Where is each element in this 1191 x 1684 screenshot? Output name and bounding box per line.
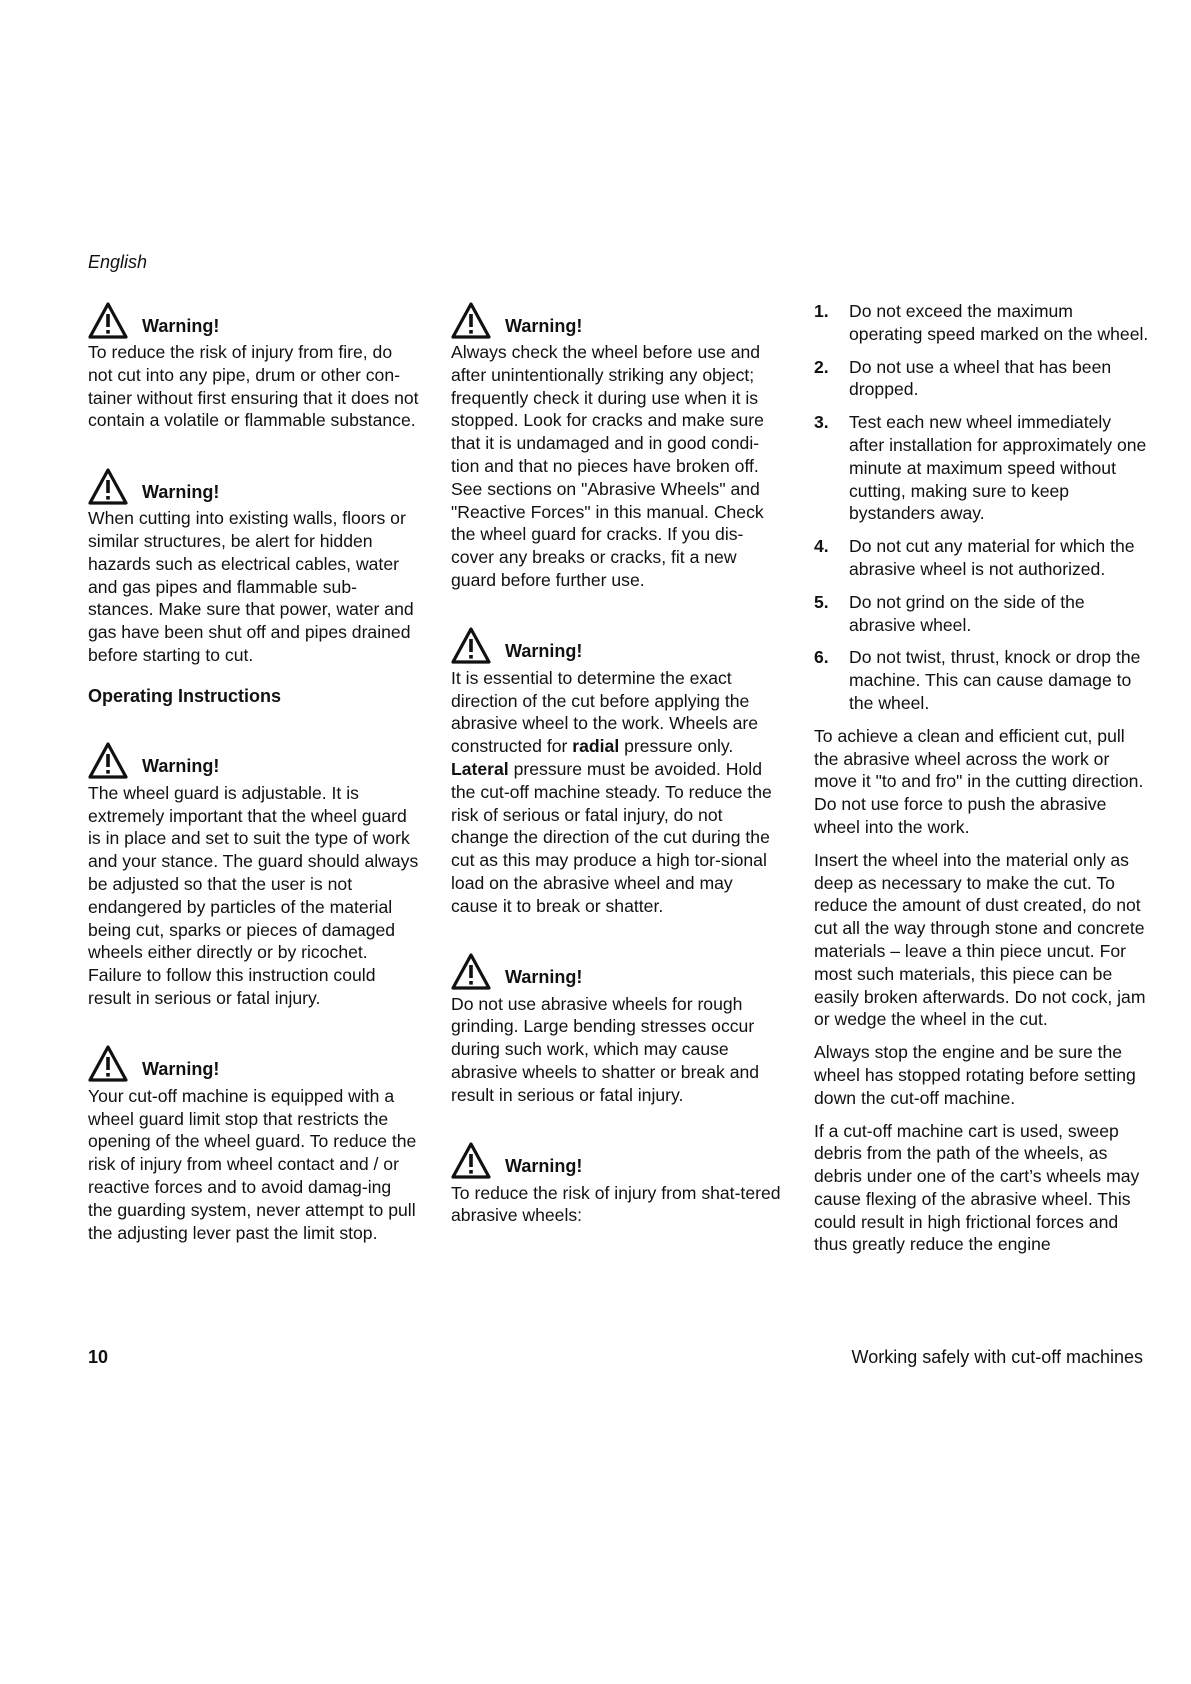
warning-text: Your cut-off machine is equipped with a wheel guard limit stop that restricts the opening of the wheel guard. To reduce the risk of injury from wheel contact and / or reactive forces and to avoid damag-ing the guarding system, never attempt to pull the adjusting lever past the limit stop. xyxy=(88,1085,417,1243)
warning-heading xyxy=(88,300,420,340)
warning-text: Do not use abrasive wheels for rough grinding. Large bending stresses occur during such work, which may cause abrasive wheels to shatter or break and result in serious or fatal injury. xyxy=(451,993,760,1105)
warning-triangle-icon xyxy=(451,302,491,339)
warning-text: Always check the wheel before use and after unintentionally striking any object; frequently check it during use when it is stopped. Look for cracks and make sure that it is undamaged and in good condi-tion and that no pieces have broken off. See sections on "Abrasive Wheels" and "Reactive Forces" in this manual. Check the wheel guard for cracks. If you dis-cover any breaks or cracks, fit a new guard before further use. xyxy=(451,342,764,590)
warning-title: Warning! xyxy=(142,1059,220,1080)
warning-triangle-icon xyxy=(88,468,128,505)
column-1 xyxy=(88,300,420,1244)
warning-text: It is essential to determine the exact direction of the cut before applying the abrasive wheel to the work. Wheels are constructed for radial pressure only. Lateral pressure must be avoided. Hold the cut-off machine steady. To reduce the risk of serious or fatal injury, do not change the direction of the cut during the cut as this may produce a high tor-sional load on the abrasive wheel and may cause it to break or shatter. xyxy=(451,667,772,916)
page-number: 10 xyxy=(88,1347,109,1367)
warning-triangle-icon xyxy=(88,302,128,339)
footer-section-title: Working safely with cut-off machines xyxy=(851,1347,1143,1367)
paragraph: Always stop the engine and be sure the wheel has stopped rotating before setting down the cut-off machine. xyxy=(814,1042,1136,1108)
warning-title: Warning! xyxy=(505,1156,583,1177)
warning-title: Warning! xyxy=(142,756,220,777)
warning-triangle-icon xyxy=(451,1142,491,1179)
paragraph: To achieve a clean and efficient cut, pull the abrasive wheel across the work or move it "to and fro" in the cutting direction. Do not use force to push the abrasive wheel into the work. xyxy=(814,725,1144,837)
paragraph: If a cut-off machine cart is used, sweep debris from the path of the wheels, as debris under one of the cart’s wheels may cause flexing of the abrasive wheel. This could result in high frictional forces and thus greatly reduce the engine xyxy=(814,1120,1140,1255)
warning-triangle-icon xyxy=(451,953,491,990)
warning-triangle-icon xyxy=(88,1045,128,1082)
list-item: 1. Do not exceed the maximum operating speed marked on the wheel. xyxy=(814,301,1149,344)
column-3 xyxy=(814,300,1149,1266)
warning-heading xyxy=(451,952,783,992)
warning-text: When cutting into existing walls, floors or similar structures, be alert for hidden hazards such as electrical cables, water and gas pipes and flammable sub-stances. Make sure that power, water and gas have been shut off and pipes drained before starting to cut. xyxy=(88,508,414,665)
warning-title: Warning! xyxy=(505,315,583,336)
warning-heading xyxy=(88,741,420,781)
warning-title: Warning! xyxy=(505,641,583,662)
list-item: 6. Do not twist, thrust, knock or drop the machine. This can cause damage to the wheel. xyxy=(814,647,1141,713)
warning-heading xyxy=(88,466,420,506)
list-item: 2. Do not use a wheel that has been dropped. xyxy=(814,356,1112,400)
list-item: 5. Do not grind on the side of the abrasive wheel. xyxy=(814,591,1085,635)
warning-heading xyxy=(88,1044,420,1084)
warning-text: To reduce the risk of injury from fire, do not cut into any pipe, drum or other con-tainer without first ensuring that it does not contain a volatile or flammable substance. xyxy=(88,342,419,431)
warning-heading xyxy=(451,1141,783,1181)
warning-text: To reduce the risk of injury from shat-tered abrasive wheels: xyxy=(451,1182,781,1226)
warning-triangle-icon xyxy=(451,627,491,664)
warning-title: Warning! xyxy=(142,315,220,336)
warning-triangle-icon xyxy=(88,742,128,779)
list-item: 4. Do not cut any material for which the abrasive wheel is not authorized. xyxy=(814,536,1135,579)
paragraph: Insert the wheel into the material only as deep as necessary to make the cut. To reduce the amount of dust created, do not cut all the way through stone and concrete materials – leave a thin piece uncut. For most such materials, this piece can be easily broken afterwards. Do not cock, jam or wedge the wheel in the cut. xyxy=(814,849,1146,1030)
section-heading: Operating Instructions xyxy=(88,685,282,706)
warning-title: Warning! xyxy=(142,481,220,502)
warning-title: Warning! xyxy=(505,967,583,988)
warning-heading xyxy=(451,300,783,340)
warning-heading xyxy=(451,626,783,666)
list-item: 3. Test each new wheel immediately after installation for approximately one minute at maximum speed without cutting, making sure to keep bystanders away. xyxy=(814,412,1147,524)
warning-text: The wheel guard is adjustable. It is extremely important that the wheel guard is in place and set to suit the type of work and your stance. The guard should always be adjusted so that the user is not endangered by particles of the material being cut, sparks or pieces of damaged wheels either directly or by ricochet. Failure to follow this instruction could result in serious or fatal injury. xyxy=(88,782,419,1008)
column-2 xyxy=(451,300,783,1227)
safety-list xyxy=(814,300,1149,715)
language-label: English xyxy=(88,252,148,272)
